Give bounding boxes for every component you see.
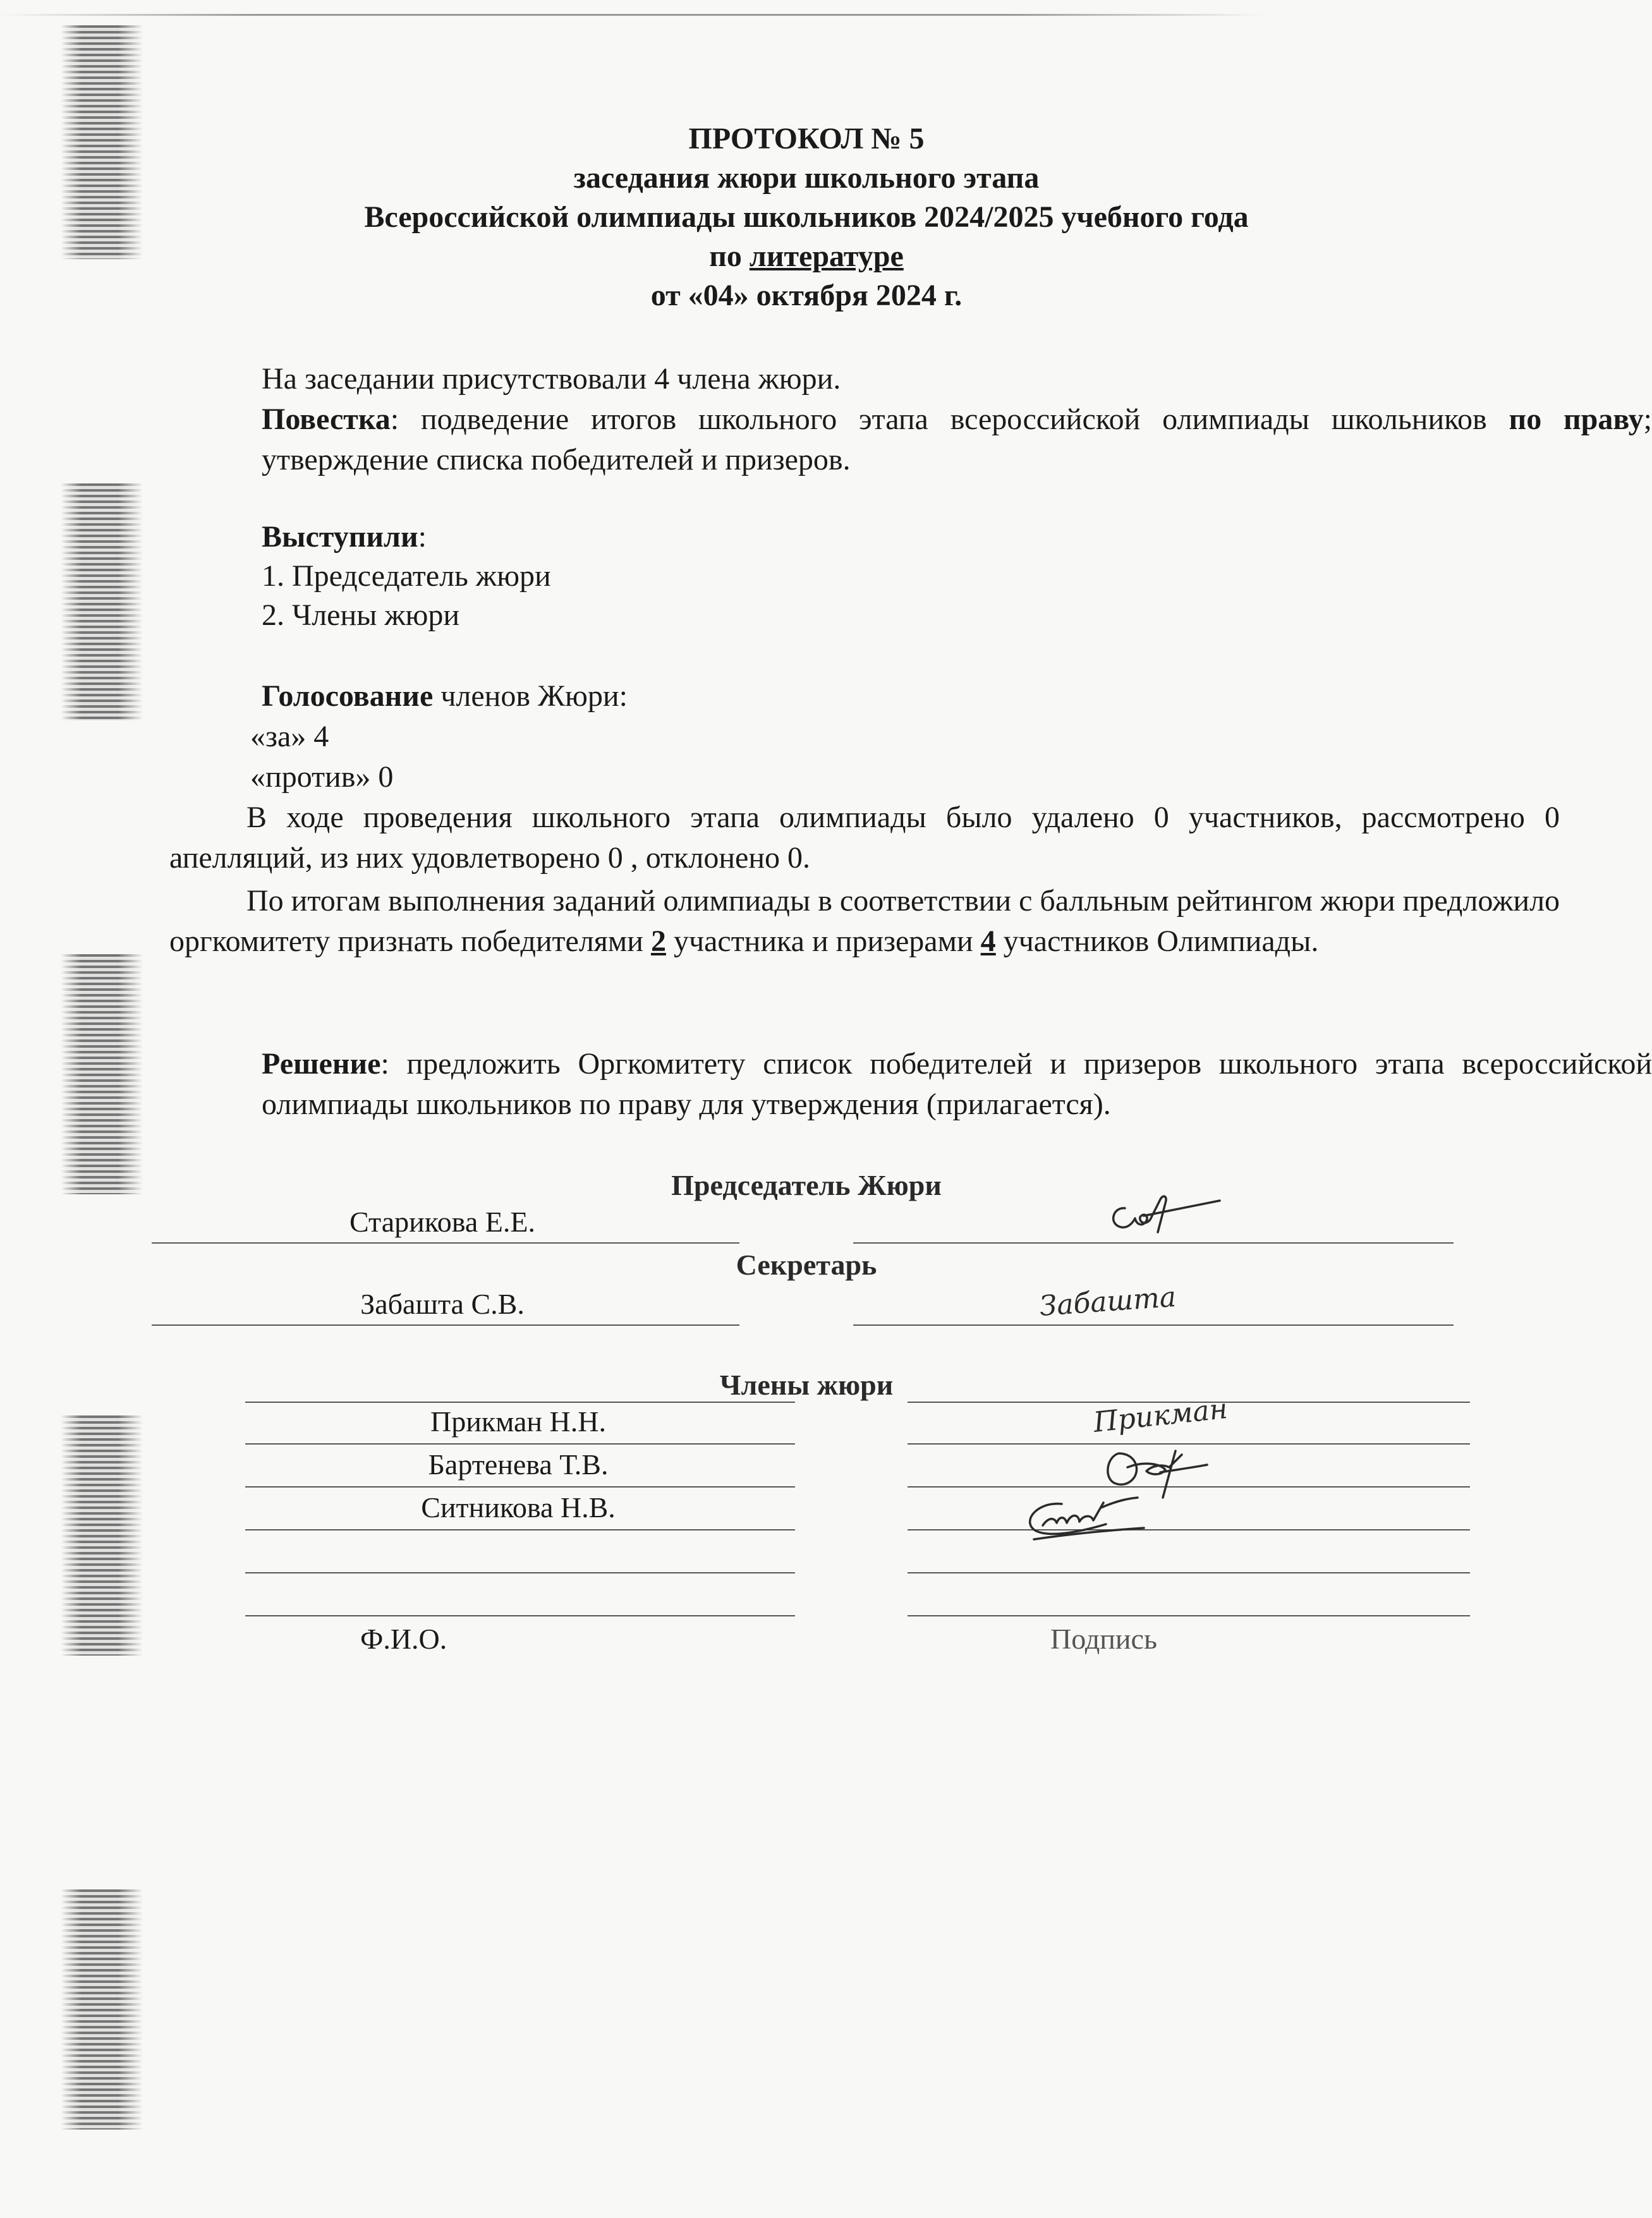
secretary-heading: Секретарь bbox=[736, 1249, 877, 1281]
member-signature bbox=[1017, 1490, 1163, 1547]
signature-column-label: Подпись bbox=[1050, 1623, 1157, 1655]
course-paragraph: В ходе проведения школьного этапа олимпиады было удалено 0 участников, рассмотрено 0 апелляций, из них удовлетворено 0 , отклонено 0. bbox=[169, 801, 1560, 875]
scan-edge-artifact bbox=[61, 1415, 143, 1656]
results-text-mid: участника и призерами bbox=[665, 924, 981, 958]
subject-prefix: по bbox=[709, 239, 750, 273]
results-text-end: участников Олимпиады. bbox=[995, 924, 1319, 958]
agenda-label: Повестка bbox=[262, 403, 391, 436]
member-name: Бартенева Т.В. bbox=[428, 1448, 609, 1481]
prizewinners-count: 4 bbox=[980, 924, 996, 958]
scan-edge-artifact bbox=[61, 483, 143, 720]
member-name: Ситникова Н.В. bbox=[421, 1491, 616, 1524]
member-name: Прикман Н.Н. bbox=[430, 1405, 606, 1438]
olympiad-line: Всероссийской олимпиады школьников 2024/2025 учебного года bbox=[364, 200, 1249, 234]
voting-heading bbox=[169, 676, 1652, 717]
document-subtitle: заседания жюри школьного этапа bbox=[573, 161, 1040, 195]
members-heading: Члены жюри bbox=[719, 1369, 894, 1401]
scan-edge-line bbox=[0, 14, 1264, 16]
member-name-line bbox=[245, 1443, 795, 1445]
vote-for: «за» 4 bbox=[250, 720, 329, 753]
voting-text: членов Жюри: bbox=[433, 679, 628, 713]
member-signature-line bbox=[908, 1572, 1470, 1573]
attendance-text: На заседании присутствовали 4 члена жюри. bbox=[262, 362, 841, 396]
results-paragraph bbox=[169, 881, 1560, 962]
member-signature bbox=[1091, 1392, 1236, 1447]
member-name-line bbox=[245, 1486, 795, 1488]
member-signature-line bbox=[908, 1615, 1470, 1616]
agenda-text: : подведение итогов школьного этапа всероссийской олимпиады школьников bbox=[390, 403, 1509, 436]
agenda-subject: по праву bbox=[1509, 403, 1644, 436]
voting-label: Голосование bbox=[262, 679, 434, 713]
results-text: По итогам выполнения заданий олимпиады в соответствии с балльным рейтингом жюри предложило оргкомитету признать победителями bbox=[169, 884, 1560, 958]
speakers-label: Выступили bbox=[262, 520, 418, 554]
secretary-name-line bbox=[152, 1324, 739, 1326]
chair-heading: Председатель Жюри bbox=[671, 1169, 942, 1201]
vote-against: «против» 0 bbox=[250, 760, 394, 794]
scan-edge-artifact bbox=[61, 1889, 143, 2130]
document-date: от «04» октября 2024 г. bbox=[650, 279, 963, 312]
member-name-line bbox=[245, 1572, 795, 1573]
subject-line bbox=[0, 238, 1613, 276]
subject-name: литературе bbox=[749, 239, 904, 273]
speaker-item: 1. Председатель жюри bbox=[262, 559, 551, 593]
secretary-name: Забашта С.В. bbox=[360, 1288, 525, 1320]
decision-label: Решение bbox=[262, 1047, 381, 1081]
speaker-item: 2. Члены жюри bbox=[262, 598, 460, 632]
scan-edge-artifact bbox=[61, 954, 143, 1194]
member-name-line bbox=[245, 1529, 795, 1530]
decision-text: : предложить Оргкомитету список победителей и призеров школьного этапа всероссийской олимпиады школьников по праву для утверждения (прилагается). bbox=[262, 1047, 1652, 1121]
member-signature-line bbox=[908, 1529, 1470, 1530]
chair-name: Старикова Е.Е. bbox=[349, 1206, 535, 1238]
speakers-heading bbox=[169, 517, 1652, 557]
member-name-line bbox=[245, 1402, 795, 1403]
secretary-signature bbox=[1036, 1283, 1188, 1327]
svg-text:Прикман: Прикман bbox=[1091, 1392, 1229, 1439]
decision-paragraph bbox=[169, 1044, 1652, 1125]
winners-count: 2 bbox=[650, 924, 666, 958]
svg-text:Забашта: Забашта bbox=[1038, 1281, 1177, 1323]
chair-signature bbox=[1100, 1188, 1226, 1245]
member-name-line bbox=[245, 1615, 795, 1616]
agenda-paragraph bbox=[169, 399, 1652, 480]
speakers-colon: : bbox=[418, 520, 427, 554]
chair-name-line bbox=[152, 1242, 739, 1244]
document-title: ПРОТОКОЛ № 5 bbox=[688, 122, 925, 155]
agenda-text-end: ; утверждение списка победителей и призеров. bbox=[262, 403, 1652, 476]
fio-label: Ф.И.О. bbox=[360, 1623, 447, 1655]
